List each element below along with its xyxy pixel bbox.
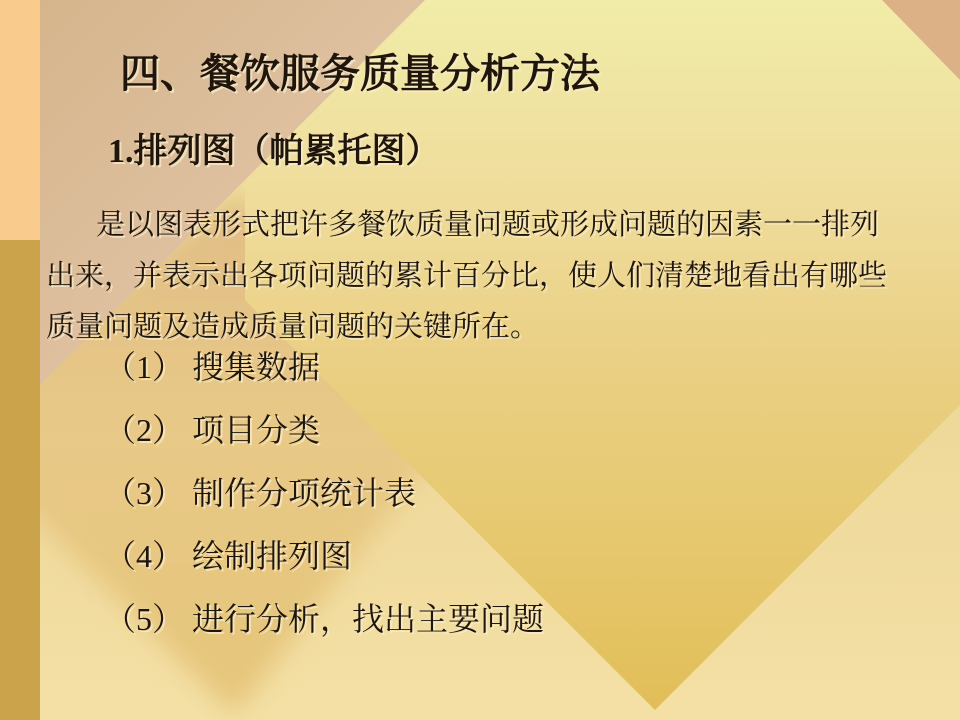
paragraph-line: 出来，并表示出各项问题的累计百分比，使人们清楚地看出有哪些 — [46, 260, 888, 292]
list-item: （3） 制作分项统计表 — [104, 475, 417, 511]
slide-title: 四、餐饮服务质量分析方法 — [120, 51, 600, 96]
list-item: （2） 项目分类 — [104, 412, 321, 448]
steps-list — [104, 350, 544, 636]
paragraph-line: 是以图表形式把许多餐饮质量问题或形成问题的因素一一排列 — [96, 209, 880, 241]
list-item: （1） 搜集数据 — [104, 349, 321, 385]
body-paragraph — [46, 200, 926, 353]
slide-subtitle: 1.排列图（帕累托图） — [108, 133, 440, 170]
sidebar-stripe-top — [0, 0, 40, 240]
sidebar-stripe-bottom — [0, 240, 40, 720]
list-item: （4） 绘制排列图 — [104, 538, 353, 574]
paragraph-line: 质量问题及造成质量问题的关键所在。 — [46, 311, 540, 343]
list-item: （5） 进行分析，找出主要问题 — [104, 601, 545, 637]
